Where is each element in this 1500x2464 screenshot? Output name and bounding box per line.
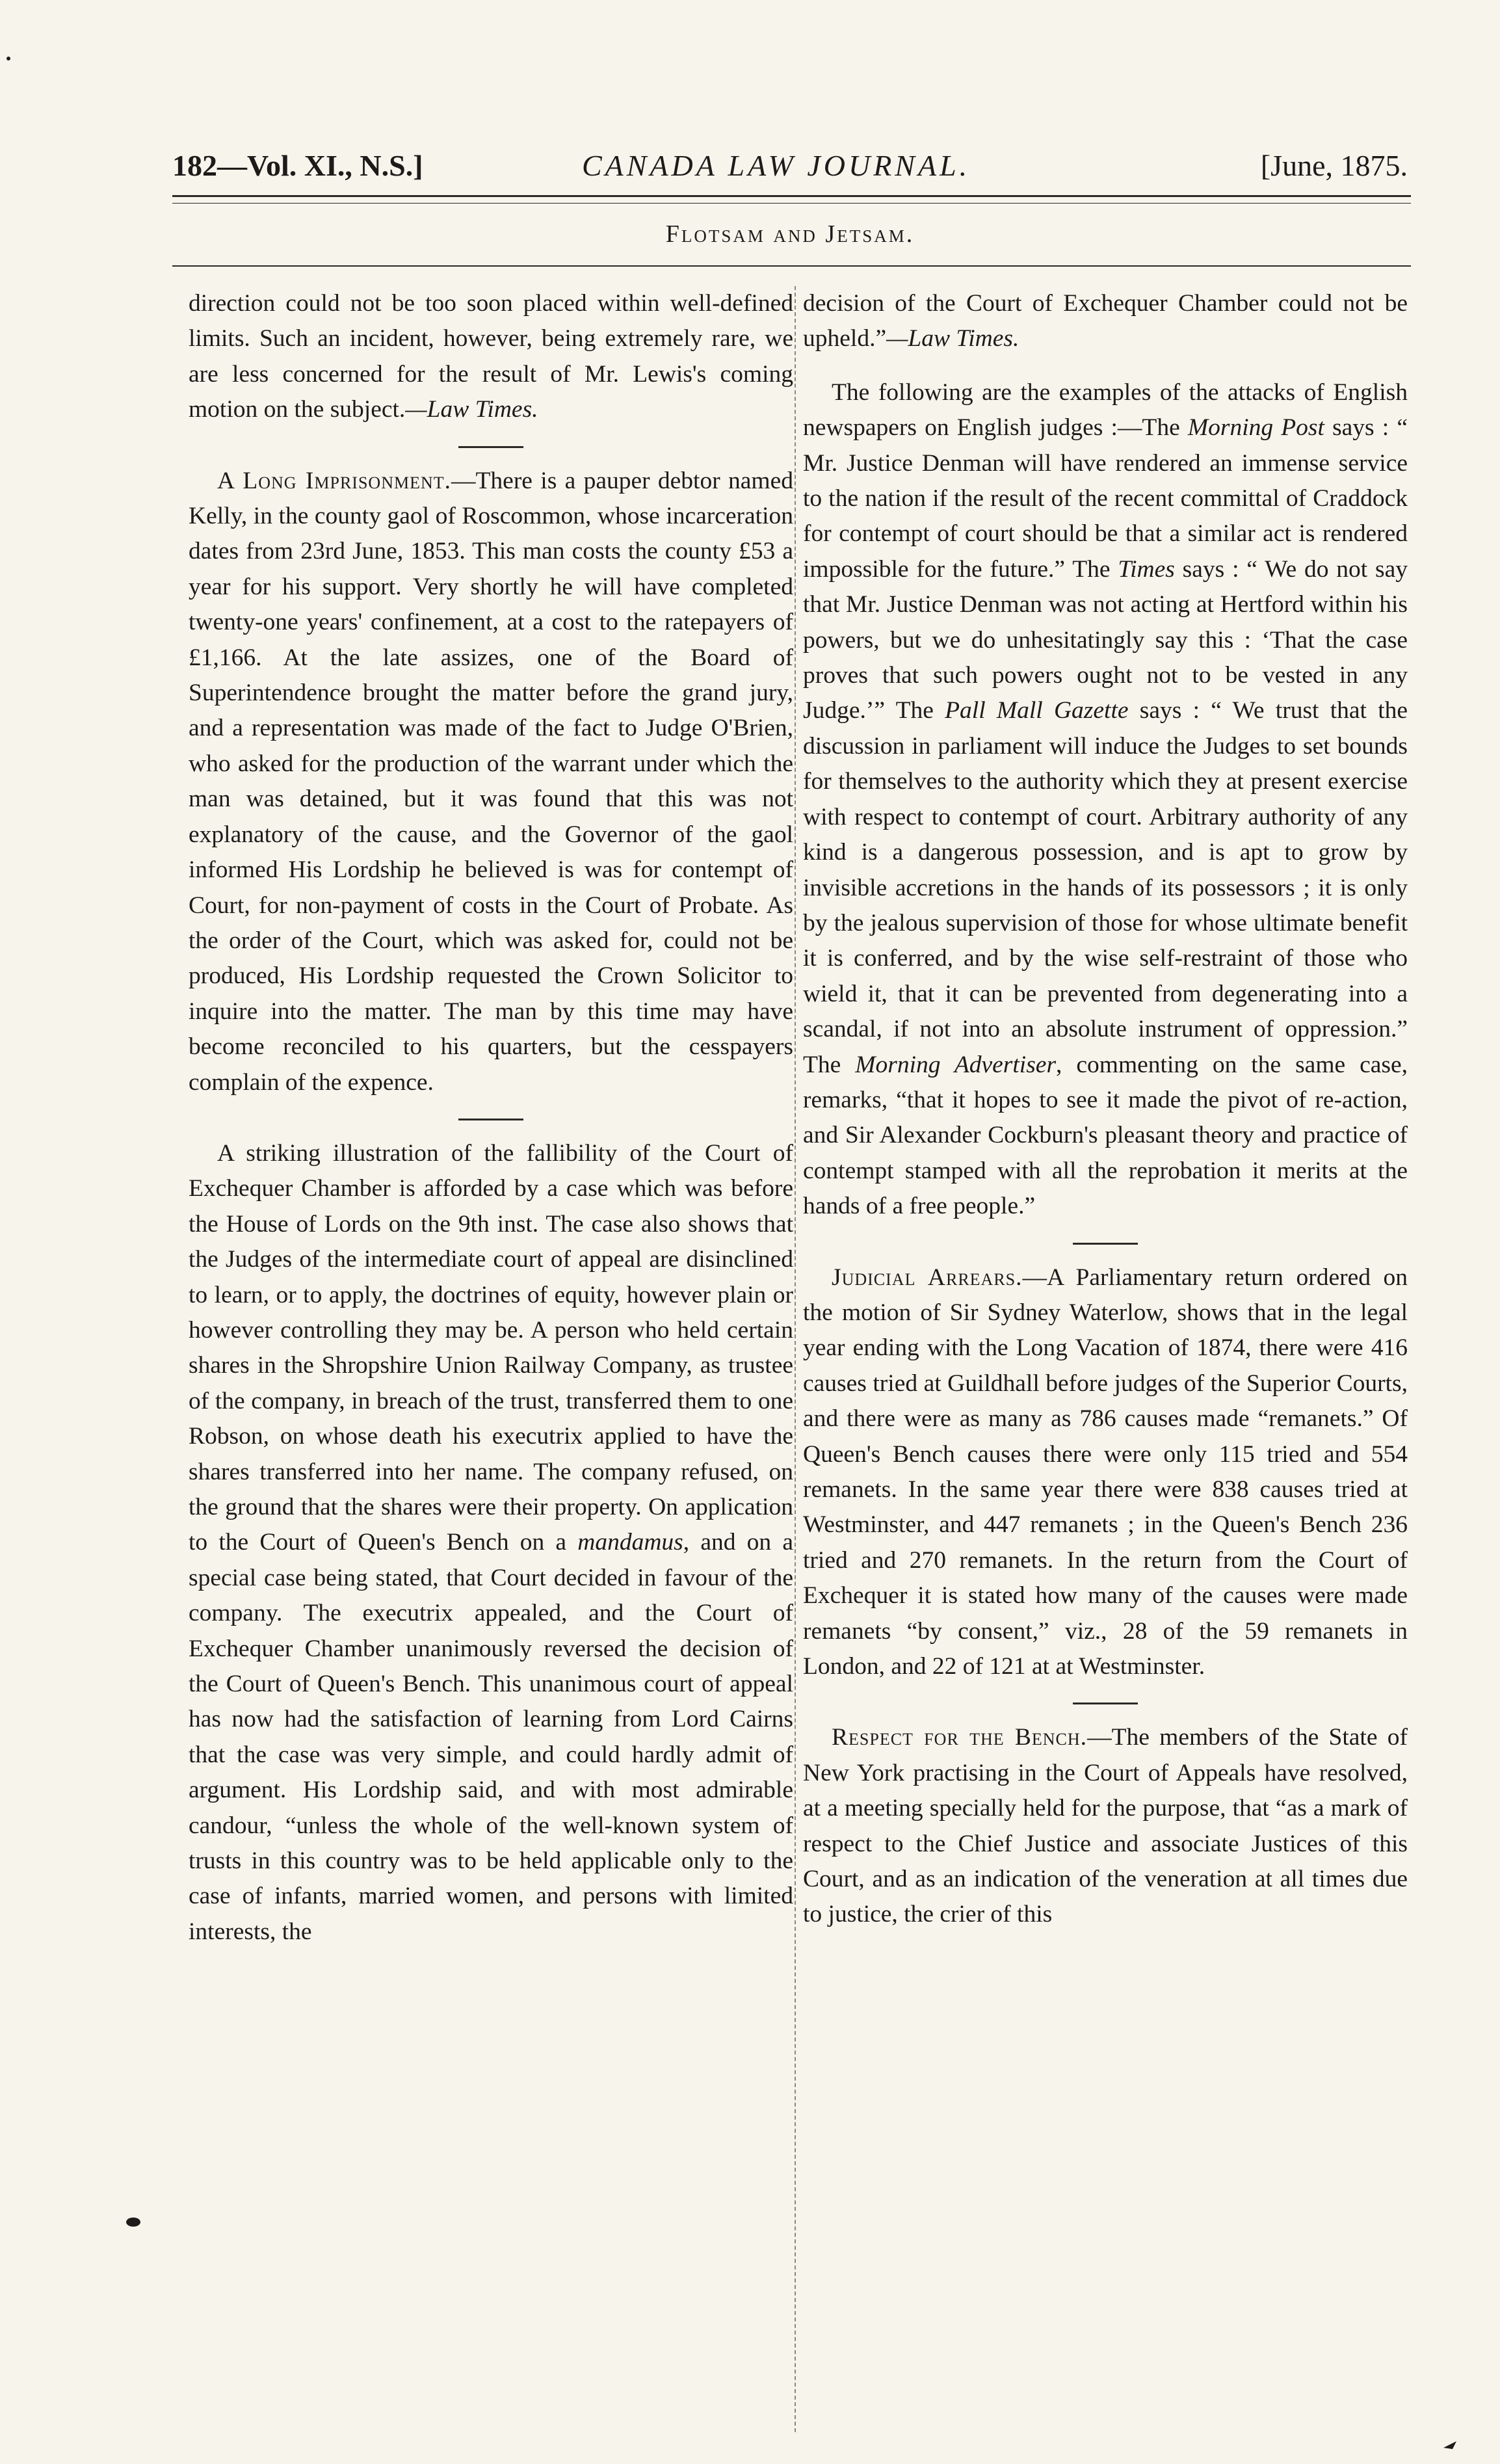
folio: 182—Vol. XI., N.S.] — [172, 149, 423, 182]
section-title: Flotsam and Jetsam. — [665, 220, 915, 248]
left-column — [189, 286, 793, 1950]
section-rule — [172, 265, 1411, 267]
header-rule-thick — [172, 195, 1411, 197]
ink-blot-mark — [124, 2214, 143, 2230]
running-head — [172, 137, 1408, 189]
header-rule-thin — [172, 203, 1411, 204]
separator-rule — [458, 1119, 523, 1120]
right-paragraph-1: decision of the Court of Exchequer Chamber could not be upheld.”—Law Times. — [803, 290, 1408, 352]
column-divider — [795, 286, 796, 2432]
right-column — [803, 286, 1408, 1933]
separator-rule — [1073, 1243, 1138, 1245]
long-imprisonment-paragraph: A Long Imprisonment.—There is a pauper debtor named Kelly, in the county gaol of Roscommon, whose incarceration dates from 23rd June, 1853. This man costs the county £53 a year for his support. Very shortly he will have completed twenty-one years' confinement, at a cost to the ratepayers of £1,166. At the late assizes, one of the Board of Superintendence brought the matter before the grand jury, and a representation was made of the fact to Judge O'Brien, who asked for the production of the warrant under which the man was detained, but it was found that this was not explanatory of the cause, and the Governor of the gaol informed His Lordship he believed is was for contempt of Court, for non-payment of costs in the Court of Probate. As the order of the Court, which was asked for, could not be produced, His Lordship requested the Crown Solicitor to inquire into the matter. The man by this time may have become reconciled to his quarters, but the cesspayers complain of the expence. — [189, 467, 793, 1096]
judicial-arrears-paragraph: Judicial Arrears.—A Parliamentary return ordered on the motion of Sir Sydney Waterlow, shows that in the legal year ending with the Long Vacation of 1874, there were 416 causes tried at Guildhall before judges of the Superior Courts, and there were as many as 786 causes made “remanets.” Of Queen's Bench causes there were only 115 tried and 554 remanets. In the same year there were 838 causes tried at Westminster, and 447 remanets ; in the Queen's Bench 236 tried and 270 remanets. In the return from the Court of Exchequer it is stated how many of the causes were made remanets “by consent,” viz., 28 of the 59 remanets in London, and 22 of 121 at at Westminster. — [803, 1264, 1408, 1680]
separator-rule — [458, 446, 523, 448]
paragraph-heading: Judicial Arrears. — [832, 1264, 1023, 1291]
separator-rule — [1073, 1702, 1138, 1704]
left-paragraph-1: direction could not be too soon placed within well-defined limits. Such an incident, however, being extremely rare, we are less concerned for the result of Mr. Lewis's coming motion on the subject.—Law Times. — [189, 290, 793, 423]
respect-bench-paragraph: Respect for the Bench.—The members of the State of New York practising in the Court of Appeals have resolved, at a meeting specially held for the purpose, that “as a mark of respect to the Chief Justice and associate Justices of this Court, and as an indication of the veneration at all times due to justice, the crier of this — [803, 1724, 1408, 1928]
issue-date: [June, 1875. — [1260, 149, 1408, 182]
margin-speck — [5, 55, 12, 62]
paragraph-heading: Respect for the Bench. — [832, 1724, 1088, 1751]
newspaper-attacks-paragraph: The following are the examples of the attacks of English newspapers on English judges :—The Morning Post says : “ Mr. Justice Denman will have rendered an immense service to the nation if the result of the recent committal of Craddock for contempt of court should be that a similar act is rendered impossible for the future.” The Times says : “ We do not say that Mr. Justice Denman was not acting at Hertford within his powers, but we do unhesitatingly say this : ‘That the case proves that such powers ought not to be vested in any Judge.’” The Pall Mall Gazette says : “ We trust that the discussion in parliament will induce the Judges to set bounds for themselves to the authority which they at present exercise with respect to contempt of court. Arbitrary authority of any kind is a dangerous possession, and is apt to grow by invisible accretions in the hands of its possessors ; it is only by the jealous supervision of those for whose ultimate benefit it is conferred, and by the wise self-restraint of those who wield it, that it can be prevented from degenerating into a scandal, if not into an absolute instrument of oppression.” The Morning Advertiser, commenting on the same case, remarks, “that it hopes to see it made the pivot of re-action, and Sir Alexander Cockburn's pleasant theory and practice of contempt stamped with all the reprobation it merits at the hands of a free people.” — [803, 378, 1408, 1220]
paragraph-heading: A Long Imprisonment. — [217, 467, 452, 494]
corner-mark — [1442, 2439, 1459, 2450]
exchequer-paragraph: A striking illustration of the fallibility of the Court of Exchequer Chamber is afforded by a case which was before the House of Lords on the 9th inst. The case also shows that the Judges of the intermediate court of appeal are disinclined to learn, or to apply, the doctrines of equity, however plain or however controlling they may be. A person who held certain shares in the Shropshire Union Railway Company, as trustee of the company, in breach of the trust, transferred them to one Robson, on whose death his executrix applied to have the shares transferred into her name. The company refused, on the ground that the shares were their property. On application to the Court of Queen's Bench on a mandamus, and on a special case being stated, that Court decided in favour of the company. The executrix appealed, and the Court of Exchequer Chamber unanimously reversed the decision of the Court of Queen's Bench. This unanimous court of appeal has now had the satisfaction of learning from Lord Cairns that the case was very simple, and could hardly admit of argument. His Lordship said, and with most admirable candour, “unless the whole of the well-known system of trusts in this country was to be held applicable only to the case of infants, married women, and persons with limited interests, the — [189, 1139, 793, 1945]
journal-title: CANADA LAW JOURNAL. — [582, 149, 971, 182]
